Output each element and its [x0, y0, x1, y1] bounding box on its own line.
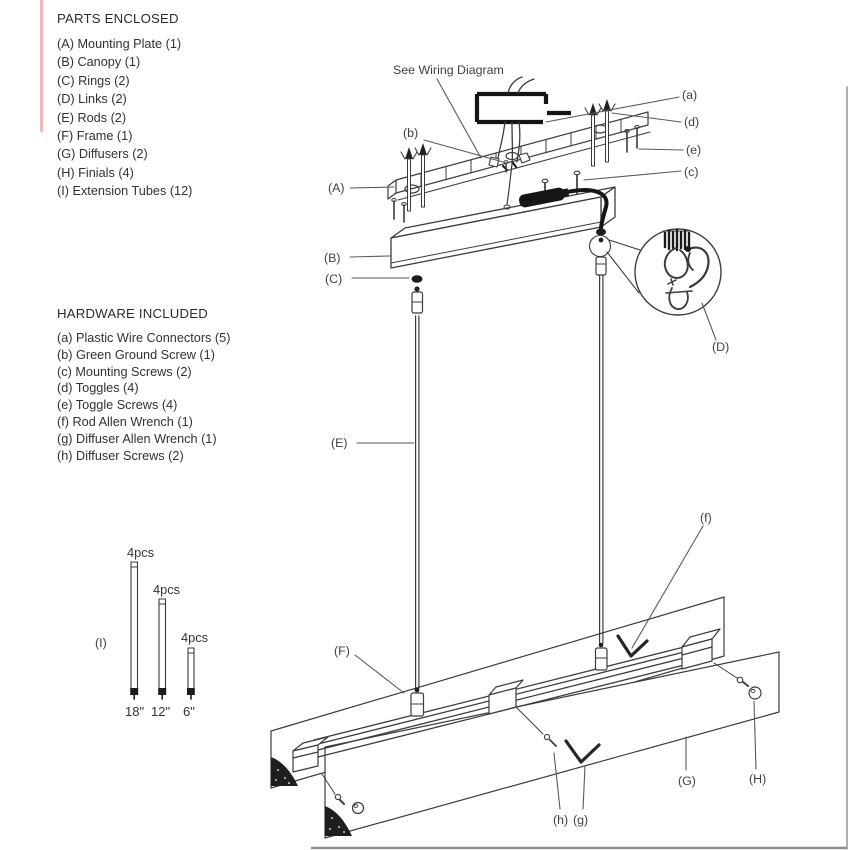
callout-a: (a)	[682, 88, 698, 102]
parts-item-a: (A) Mounting Plate (1)	[57, 37, 182, 51]
callout-g: (g)	[573, 813, 589, 827]
ring-left	[412, 275, 423, 283]
hardware-included-title: HARDWARE INCLUDED	[57, 306, 208, 321]
parts-item-e: (E) Rods (2)	[57, 110, 127, 125]
parts-item-b: (B) Canopy (1)	[57, 55, 141, 70]
tube-12-qty-label: 4pcs	[153, 582, 181, 597]
wiring-note: See Wiring Diagram	[393, 63, 504, 77]
callout-A: (A)	[328, 181, 345, 195]
rod-left	[411, 286, 424, 716]
parts-item-d: (D) Links (2)	[57, 92, 127, 107]
ring-right	[596, 229, 606, 236]
callout-H: (H)	[749, 772, 767, 786]
hardware-item-b: (b) Green Ground Screw (1)	[57, 347, 215, 362]
hardware-item-h: (h) Diffuser Screws (2)	[57, 448, 184, 463]
tube-6-qty-label: 4pcs	[181, 630, 209, 645]
hardware-item-c: (c) Mounting Screws (2)	[57, 364, 192, 379]
hardware-item-e: (e) Toggle Screws (4)	[57, 398, 178, 413]
tube-12-size-label: 12"	[151, 704, 171, 719]
callout-f: (f)	[700, 511, 712, 525]
rod-right	[596, 257, 608, 670]
callout-e: (e)	[686, 143, 702, 157]
callout-b: (b)	[403, 126, 419, 140]
callout-I: (I)	[95, 636, 107, 650]
hardware-item-g: (g) Diffuser Allen Wrench (1)	[57, 431, 217, 446]
tube-18in	[130, 562, 138, 699]
hardware-item-a: (a) Plastic Wire Connectors (5)	[57, 331, 231, 345]
callout-G: (G)	[678, 774, 696, 788]
callout-h: (h)	[553, 813, 569, 827]
wire-connectors	[489, 153, 530, 170]
hardware-item-f: (f) Rod Allen Wrench (1)	[57, 414, 193, 429]
callout-B: (B)	[324, 251, 341, 265]
callout-d: (d)	[684, 115, 700, 129]
callout-C: (C)	[325, 272, 343, 286]
parts-item-g: (G) Diffusers (2)	[57, 147, 148, 162]
parts-item-f: (F) Frame (1)	[57, 129, 133, 144]
hardware-item-d: (d) Toggles (4)	[57, 381, 139, 396]
callout-D: (D)	[712, 340, 730, 354]
parts-item-h: (H) Finials (4)	[57, 165, 134, 180]
tube-18-size-label: 18"	[125, 704, 145, 719]
callout-c: (c)	[684, 165, 699, 179]
tube-12in	[158, 599, 166, 699]
callout-E: (E)	[331, 436, 348, 450]
junction-box	[477, 94, 571, 122]
link-detail-circle	[607, 229, 721, 315]
tube-18-qty-label: 4pcs	[127, 545, 155, 560]
tube-6in	[187, 648, 195, 699]
tube-6-size-label: 6"	[183, 704, 195, 719]
parts-enclosed-title: PARTS ENCLOSED	[57, 11, 179, 26]
callout-F: (F)	[334, 644, 350, 658]
link-ball-right	[599, 238, 604, 243]
parts-item-i: (I) Extension Tubes (12)	[57, 184, 193, 199]
parts-item-c: (C) Rings (2)	[57, 73, 130, 88]
